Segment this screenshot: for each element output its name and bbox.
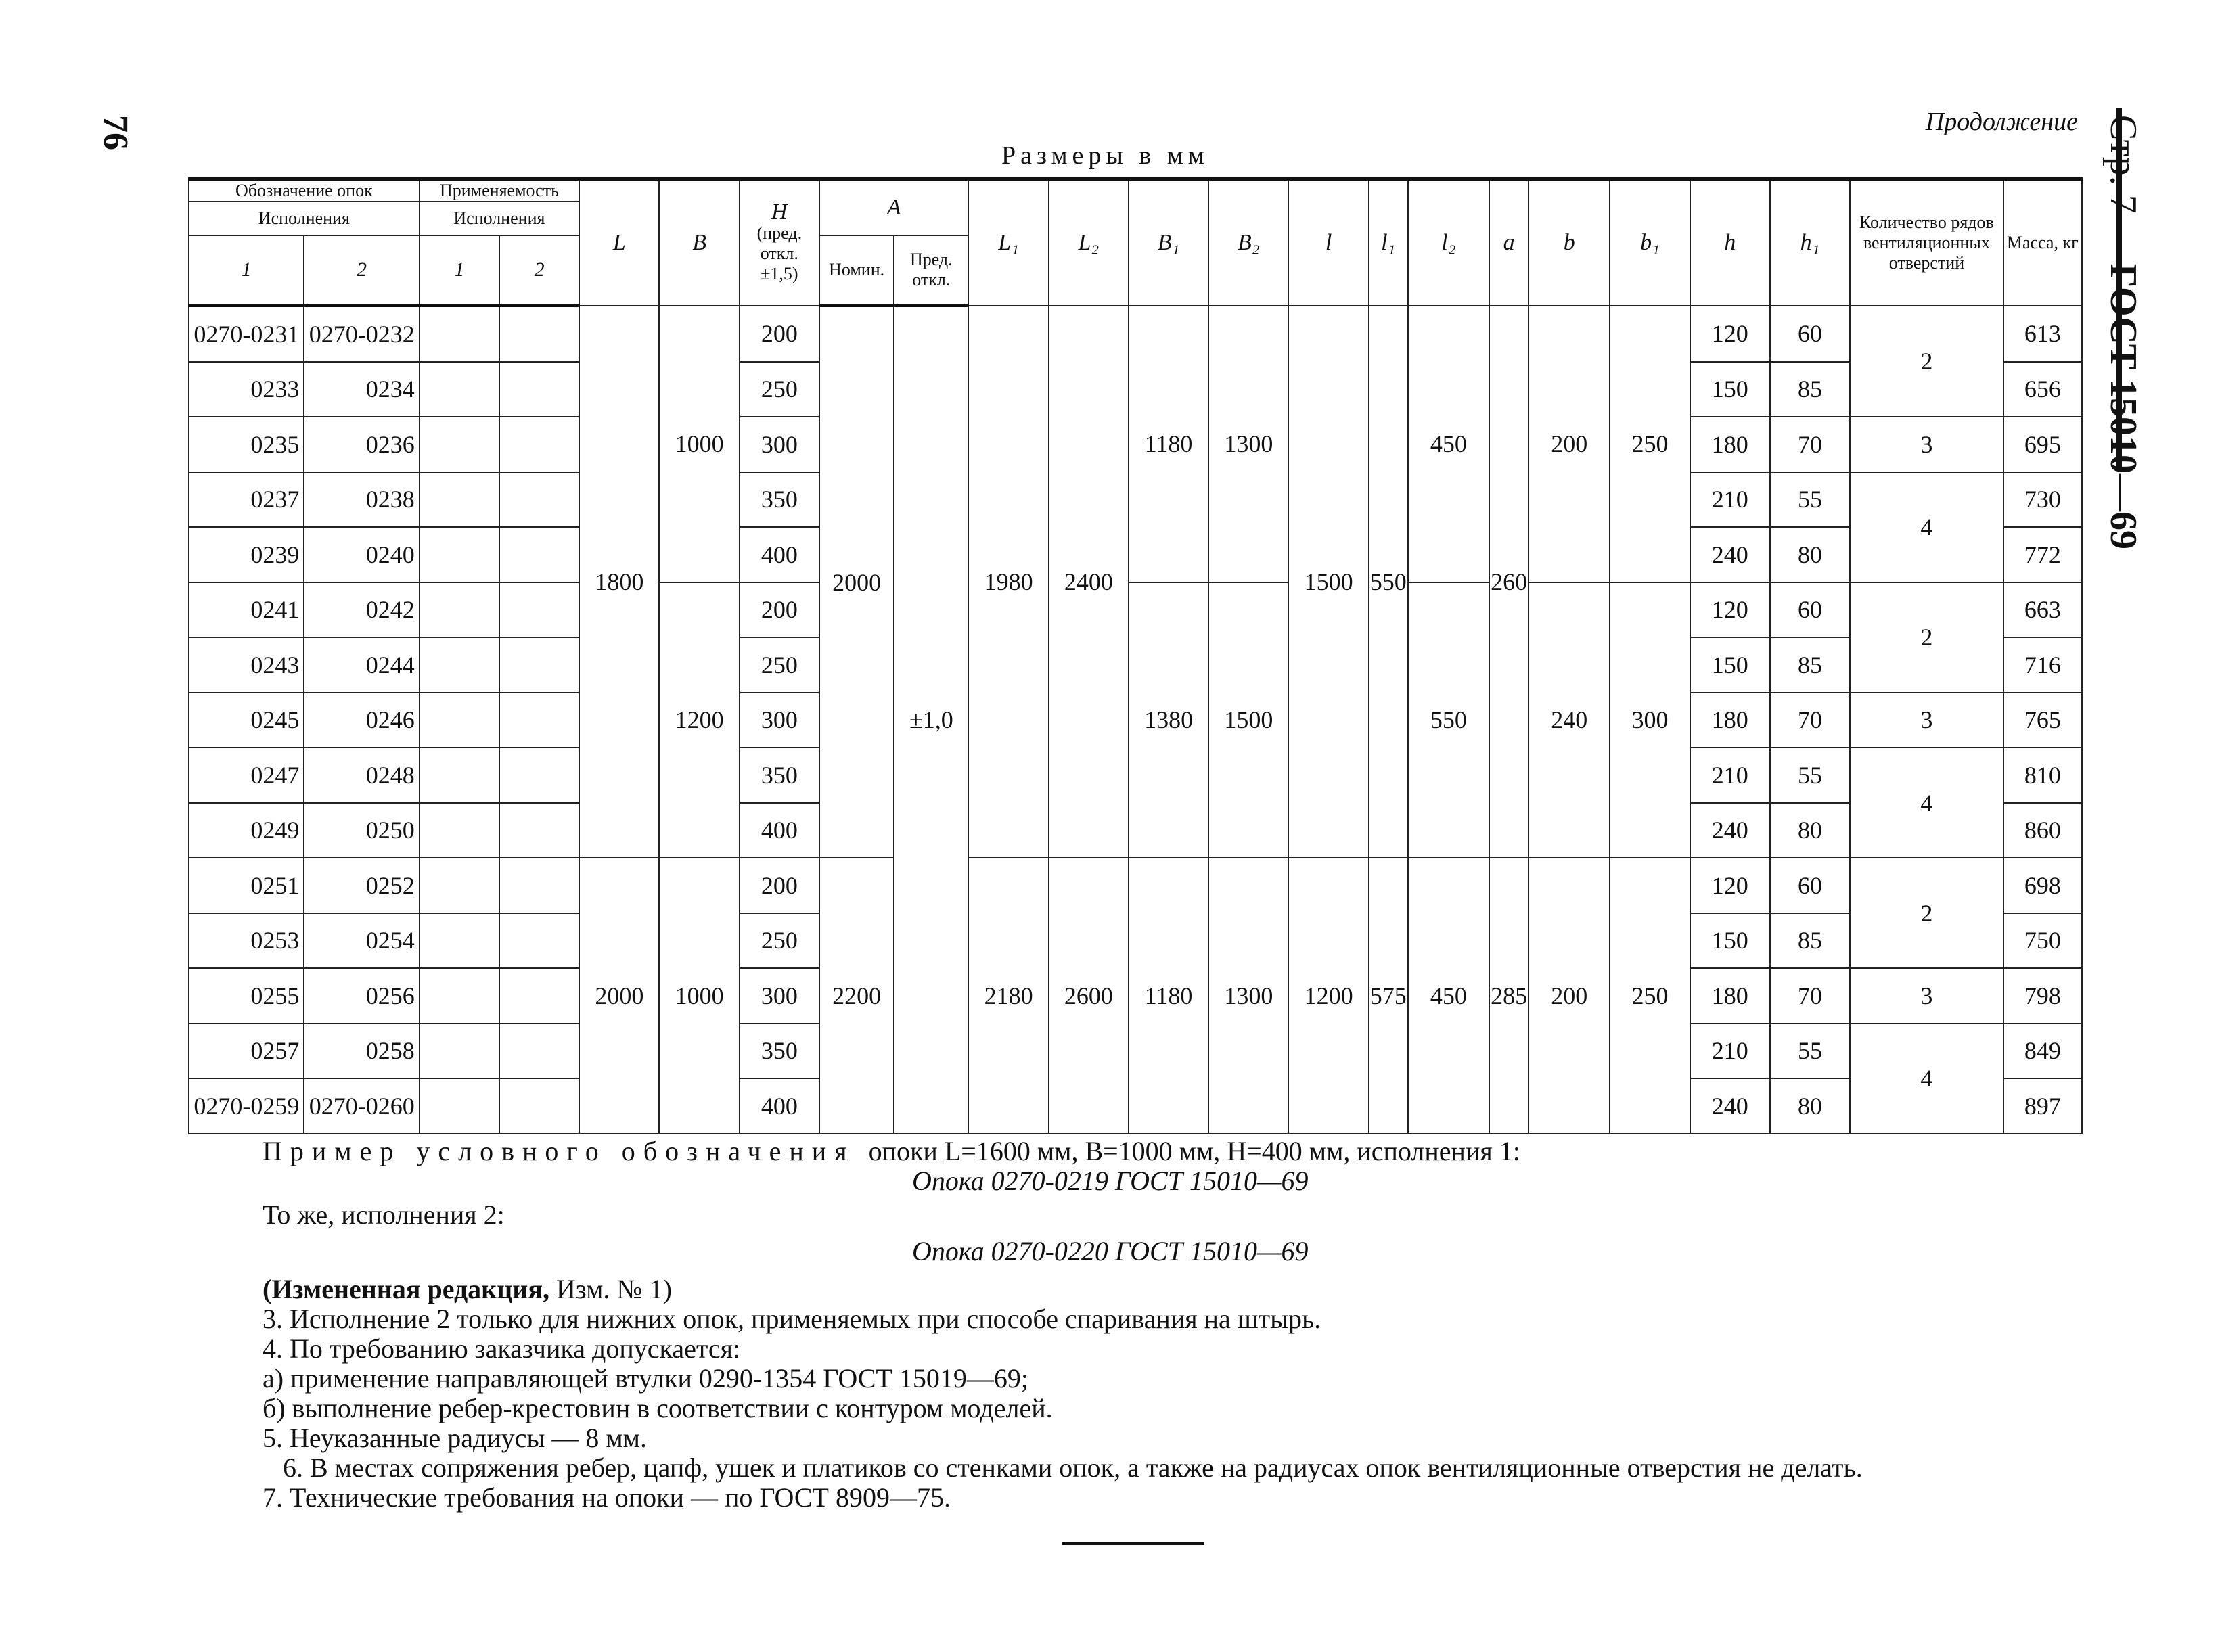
cell-app2 bbox=[499, 968, 579, 1024]
cell-h: 150 bbox=[1690, 913, 1770, 969]
cell-d2: 0234 bbox=[304, 362, 419, 417]
cell-d2: 0270-0260 bbox=[304, 1078, 419, 1134]
cell-app1 bbox=[420, 1078, 499, 1134]
cell-H: 350 bbox=[740, 1024, 819, 1079]
cell-l2-g1a: 450 bbox=[1408, 306, 1489, 582]
cell-B-g1a: 1000 bbox=[659, 306, 739, 582]
cell-app1 bbox=[420, 913, 499, 969]
cell-b1-g1a: 250 bbox=[1610, 306, 1690, 582]
cell-h: 210 bbox=[1690, 472, 1770, 528]
cell-app2 bbox=[499, 913, 579, 969]
cell-l2-g2: 450 bbox=[1408, 858, 1489, 1134]
cell-h: 240 bbox=[1690, 803, 1770, 858]
cell-d1: 0243 bbox=[189, 637, 304, 693]
cell-d2: 0236 bbox=[304, 417, 419, 472]
cell-b1-g1b: 300 bbox=[1610, 582, 1690, 858]
th-B1: B₁ bbox=[1129, 179, 1208, 306]
cell-mass: 810 bbox=[2003, 748, 2082, 803]
revision-bold: (Измененная редакция, bbox=[263, 1274, 549, 1304]
cell-L1-g2: 2180 bbox=[968, 858, 1048, 1134]
continuation-label: Продолжение bbox=[1925, 108, 2078, 136]
cell-a-g1: 260 bbox=[1489, 306, 1528, 858]
note-4b: б) выполнение ребер-крестовин в соответствии с контуром моделей. bbox=[263, 1393, 1053, 1423]
table-row bbox=[189, 582, 2082, 638]
th-H-letter: H bbox=[771, 199, 788, 224]
cell-mass: 613 bbox=[2003, 306, 2082, 362]
th-h1: h₁ bbox=[1770, 179, 1850, 306]
cell-d1: 0270-0259 bbox=[189, 1078, 304, 1134]
side-page: Стр. 7 bbox=[2102, 115, 2144, 214]
cell-app1 bbox=[420, 472, 499, 528]
cell-app2 bbox=[499, 417, 579, 472]
cell-app2 bbox=[499, 1024, 579, 1079]
cell-d2: 0254 bbox=[304, 913, 419, 969]
cell-d2: 0240 bbox=[304, 527, 419, 582]
cell-app1 bbox=[420, 582, 499, 638]
th-designation: Обозначение опок bbox=[189, 179, 420, 202]
end-rule bbox=[1062, 1542, 1204, 1545]
cell-app1 bbox=[420, 417, 499, 472]
cell-mass: 750 bbox=[2003, 913, 2082, 969]
side-header bbox=[2102, 115, 2145, 791]
th-B: B bbox=[659, 179, 739, 306]
cell-l1-g2: 575 bbox=[1369, 858, 1408, 1134]
cell-app1 bbox=[420, 803, 499, 858]
cell-l2-g1b: 550 bbox=[1408, 582, 1489, 858]
cell-B-g2: 1000 bbox=[659, 858, 739, 1134]
cell-b-g1a: 200 bbox=[1528, 306, 1610, 582]
cell-H: 300 bbox=[740, 968, 819, 1024]
cell-d2: 0238 bbox=[304, 472, 419, 528]
table-row bbox=[189, 306, 2082, 362]
cell-H: 200 bbox=[740, 306, 819, 362]
cell-d2: 0270-0232 bbox=[304, 306, 419, 362]
cell-h: 210 bbox=[1690, 1024, 1770, 1079]
cell-mass: 663 bbox=[2003, 582, 2082, 638]
example-title: Пример условного обозначения bbox=[263, 1136, 855, 1166]
cell-d1: 0237 bbox=[189, 472, 304, 528]
example-line bbox=[263, 1137, 2089, 1166]
cell-app2 bbox=[499, 527, 579, 582]
cell-d2: 0252 bbox=[304, 858, 419, 913]
cell-app2 bbox=[499, 362, 579, 417]
cell-A-g2: 2200 bbox=[819, 858, 894, 1134]
cell-L-g2: 2000 bbox=[579, 858, 659, 1134]
th-b: b bbox=[1528, 179, 1610, 306]
cell-H: 300 bbox=[740, 693, 819, 748]
side-standard: ГОСТ 15010—69 bbox=[2102, 263, 2144, 550]
cell-h1: 85 bbox=[1770, 913, 1850, 969]
cell-d2: 0242 bbox=[304, 582, 419, 638]
cell-h: 150 bbox=[1690, 362, 1770, 417]
example-designation-2: Опока 0270-0220 ГОСТ 15010—69 bbox=[912, 1236, 1309, 1266]
cell-d2: 0244 bbox=[304, 637, 419, 693]
cell-vent: 2 bbox=[1850, 306, 2003, 417]
cell-h1: 85 bbox=[1770, 637, 1850, 693]
cell-l-g2: 1200 bbox=[1288, 858, 1368, 1134]
cell-d1: 0270-0231 bbox=[189, 306, 304, 362]
th-A-tol: Пред. откл. bbox=[894, 235, 968, 306]
cell-a-g2: 285 bbox=[1489, 858, 1528, 1134]
cell-H: 300 bbox=[740, 417, 819, 472]
cell-h: 180 bbox=[1690, 968, 1770, 1024]
cell-B2-g2: 1300 bbox=[1208, 858, 1288, 1134]
cell-h: 240 bbox=[1690, 1078, 1770, 1134]
cell-b-g2: 200 bbox=[1528, 858, 1610, 1134]
cell-h: 120 bbox=[1690, 306, 1770, 362]
cell-app1 bbox=[420, 637, 499, 693]
cell-H: 250 bbox=[740, 913, 819, 969]
revision-rest: Изм. № 1) bbox=[556, 1274, 672, 1304]
th-a: a bbox=[1489, 179, 1528, 306]
th-h: h bbox=[1690, 179, 1770, 306]
cell-app2 bbox=[499, 582, 579, 638]
cell-h: 180 bbox=[1690, 693, 1770, 748]
cell-app1 bbox=[420, 858, 499, 913]
cell-h1: 80 bbox=[1770, 527, 1850, 582]
th-app1: 1 bbox=[420, 235, 499, 306]
cell-app1 bbox=[420, 527, 499, 582]
th-l2: l₂ bbox=[1408, 179, 1489, 306]
cell-h: 210 bbox=[1690, 748, 1770, 803]
cell-b-g1b: 240 bbox=[1528, 582, 1610, 858]
dimensions-table bbox=[188, 177, 2083, 1134]
cell-H: 400 bbox=[740, 527, 819, 582]
cell-L-g1: 1800 bbox=[579, 306, 659, 858]
cell-H: 350 bbox=[740, 748, 819, 803]
cell-d1: 0257 bbox=[189, 1024, 304, 1079]
cell-h: 150 bbox=[1690, 637, 1770, 693]
cell-mass: 698 bbox=[2003, 858, 2082, 913]
cell-h: 120 bbox=[1690, 858, 1770, 913]
cell-mass: 730 bbox=[2003, 472, 2082, 528]
cell-h1: 70 bbox=[1770, 968, 1850, 1024]
cell-h: 180 bbox=[1690, 417, 1770, 472]
cell-d2: 0250 bbox=[304, 803, 419, 858]
th-L: L bbox=[579, 179, 659, 306]
th-vent: Количество рядов вентиляционных отверстий bbox=[1850, 179, 2003, 306]
cell-app1 bbox=[420, 693, 499, 748]
cell-L2-g1: 2400 bbox=[1049, 306, 1129, 858]
dimensions-caption: Размеры в мм bbox=[1001, 141, 1209, 170]
cell-app2 bbox=[499, 748, 579, 803]
cell-B-g1b: 1200 bbox=[659, 582, 739, 858]
cell-A-g1: 2000 bbox=[819, 306, 894, 858]
cell-vent: 3 bbox=[1850, 693, 2003, 748]
cell-B1-g1b: 1380 bbox=[1129, 582, 1208, 858]
cell-d1: 0255 bbox=[189, 968, 304, 1024]
cell-B1-g1a: 1180 bbox=[1129, 306, 1208, 582]
th-app2: 2 bbox=[499, 235, 579, 306]
th-A: A bbox=[819, 179, 968, 236]
th-b1: b₁ bbox=[1610, 179, 1690, 306]
cell-vent: 3 bbox=[1850, 417, 2003, 472]
cell-mass: 695 bbox=[2003, 417, 2082, 472]
cell-h1: 55 bbox=[1770, 1024, 1850, 1079]
cell-app1 bbox=[420, 306, 499, 362]
cell-B2-g1b: 1500 bbox=[1208, 582, 1288, 858]
cell-B2-g1a: 1300 bbox=[1208, 306, 1288, 582]
cell-h1: 60 bbox=[1770, 858, 1850, 913]
cell-H: 250 bbox=[740, 362, 819, 417]
cell-d1: 0233 bbox=[189, 362, 304, 417]
cell-app2 bbox=[499, 858, 579, 913]
th-L2: L₂ bbox=[1049, 179, 1129, 306]
th-version-1: Исполнения bbox=[189, 202, 420, 235]
note-4: 4. По требованию заказчика допускается: bbox=[263, 1333, 741, 1364]
cell-h: 120 bbox=[1690, 582, 1770, 638]
cell-l1-g1: 550 bbox=[1369, 306, 1408, 858]
th-l: l bbox=[1288, 179, 1368, 306]
cell-H: 200 bbox=[740, 582, 819, 638]
cell-mass: 860 bbox=[2003, 803, 2082, 858]
th-version-2: Исполнения bbox=[420, 202, 580, 235]
example-designation-1: Опока 0270-0219 ГОСТ 15010—69 bbox=[912, 1166, 1309, 1196]
th-applicability: Применяемость bbox=[420, 179, 580, 202]
cell-mass: 765 bbox=[2003, 693, 2082, 748]
cell-d1: 0241 bbox=[189, 582, 304, 638]
cell-h1: 60 bbox=[1770, 306, 1850, 362]
cell-app2 bbox=[499, 1078, 579, 1134]
cell-vent: 2 bbox=[1850, 582, 2003, 693]
cell-d1: 0251 bbox=[189, 858, 304, 913]
example-text: опоки L=1600 мм, B=1000 мм, H=400 мм, исполнения 1: bbox=[868, 1136, 1520, 1166]
cell-app2 bbox=[499, 472, 579, 528]
note-7: 7. Технические требования на опоки — по ГОСТ 8909—75. bbox=[263, 1482, 951, 1513]
cell-vent: 2 bbox=[1850, 858, 2003, 968]
cell-app1 bbox=[420, 748, 499, 803]
cell-app1 bbox=[420, 1024, 499, 1079]
th-l1: l₁ bbox=[1369, 179, 1408, 306]
cell-L2-g2: 2600 bbox=[1049, 858, 1129, 1134]
cell-h1: 60 bbox=[1770, 582, 1850, 638]
th-d1: 1 bbox=[189, 235, 304, 306]
cell-H: 250 bbox=[740, 637, 819, 693]
cell-d2: 0248 bbox=[304, 748, 419, 803]
cell-app2 bbox=[499, 637, 579, 693]
cell-H: 400 bbox=[740, 1078, 819, 1134]
th-d2: 2 bbox=[304, 235, 419, 306]
cell-d1: 0235 bbox=[189, 417, 304, 472]
cell-app1 bbox=[420, 968, 499, 1024]
notes-block bbox=[263, 1137, 2089, 1513]
cell-mass: 716 bbox=[2003, 637, 2082, 693]
note-5: 5. Неуказанные радиусы — 8 мм. bbox=[263, 1423, 647, 1453]
note-4a: а) применение направляющей втулки 0290-1354 ГОСТ 15019—69; bbox=[263, 1363, 1028, 1394]
cell-mass: 798 bbox=[2003, 968, 2082, 1024]
cell-h1: 55 bbox=[1770, 748, 1850, 803]
cell-H: 350 bbox=[740, 472, 819, 528]
cell-app2 bbox=[499, 693, 579, 748]
th-H bbox=[740, 179, 819, 306]
cell-mass: 656 bbox=[2003, 362, 2082, 417]
cell-vent: 4 bbox=[1850, 748, 2003, 858]
cell-d1: 0249 bbox=[189, 803, 304, 858]
th-mass: Масса, кг bbox=[2003, 179, 2082, 306]
page-number: 76 bbox=[96, 115, 135, 150]
th-A-nom: Номин. bbox=[819, 235, 894, 306]
cell-d1: 0247 bbox=[189, 748, 304, 803]
cell-h1: 55 bbox=[1770, 472, 1850, 528]
cell-h1: 80 bbox=[1770, 803, 1850, 858]
cell-h1: 85 bbox=[1770, 362, 1850, 417]
table-row bbox=[189, 858, 2082, 913]
same-v2: То же, исполнения 2: bbox=[263, 1199, 505, 1230]
note-6: 6. В местах сопряжения ребер, цапф, ушек и платиков со стенками опок, а также на радиусах опок вентиляционные отверстия не делать. bbox=[283, 1452, 1863, 1483]
th-H-note: (пред. откл. ±1,5) bbox=[756, 223, 802, 284]
cell-h1: 70 bbox=[1770, 417, 1850, 472]
cell-app2 bbox=[499, 306, 579, 362]
cell-vent: 4 bbox=[1850, 472, 2003, 582]
cell-mass: 849 bbox=[2003, 1024, 2082, 1079]
cell-vent: 3 bbox=[1850, 968, 2003, 1024]
cell-l-g1: 1500 bbox=[1288, 306, 1368, 858]
cell-mass: 897 bbox=[2003, 1078, 2082, 1134]
cell-B1-g2: 1180 bbox=[1129, 858, 1208, 1134]
cell-H: 200 bbox=[740, 858, 819, 913]
th-L1: L₁ bbox=[968, 179, 1048, 306]
cell-d2: 0258 bbox=[304, 1024, 419, 1079]
cell-mass: 772 bbox=[2003, 527, 2082, 582]
cell-app1 bbox=[420, 362, 499, 417]
cell-d2: 0256 bbox=[304, 968, 419, 1024]
note-3: 3. Исполнение 2 только для нижних опок, применяемых при способе спаривания на штырь. bbox=[263, 1304, 1321, 1334]
cell-app2 bbox=[499, 803, 579, 858]
cell-d2: 0246 bbox=[304, 693, 419, 748]
cell-h: 240 bbox=[1690, 527, 1770, 582]
cell-h1: 80 bbox=[1770, 1078, 1850, 1134]
cell-d1: 0245 bbox=[189, 693, 304, 748]
cell-H: 400 bbox=[740, 803, 819, 858]
cell-d1: 0253 bbox=[189, 913, 304, 969]
th-B2: B₂ bbox=[1208, 179, 1288, 306]
cell-d1: 0239 bbox=[189, 527, 304, 582]
cell-b1-g2: 250 bbox=[1610, 858, 1690, 1134]
cell-A-tol: ±1,0 bbox=[894, 306, 968, 1134]
cell-h1: 70 bbox=[1770, 693, 1850, 748]
cell-vent: 4 bbox=[1850, 1024, 2003, 1134]
cell-L1-g1: 1980 bbox=[968, 306, 1048, 858]
